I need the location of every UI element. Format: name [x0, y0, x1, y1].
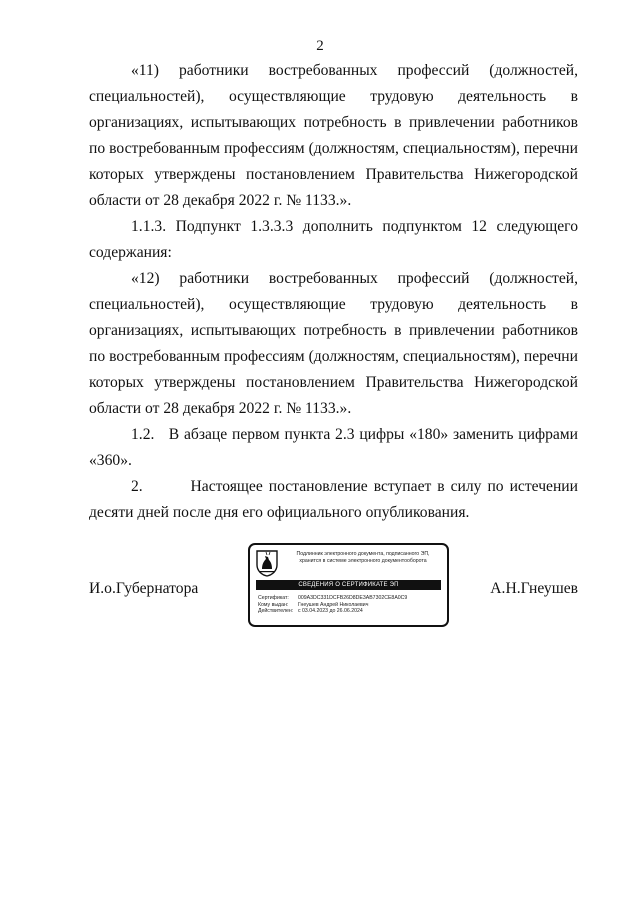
stamp-header: [280, 551, 446, 564]
stamp-header-line1: Подлинник электронного документа, подписанного ЭП,: [296, 551, 430, 557]
stamp-title-bar: СВЕДЕНИЯ О СЕРТИФИКАТЕ ЭП: [256, 580, 441, 590]
paragraph-subclause-1-1-3: 1.1.3. Подпункт 1.3.3.3 дополнить подпунктом 12 следующего содержания:: [89, 218, 578, 261]
signer-name: А.Н.Гнеушев: [490, 580, 578, 597]
stamp-valid-row: [258, 608, 444, 615]
signer-title: И.о.Губернатора: [89, 580, 199, 597]
stamp-certificate-row: [258, 595, 444, 602]
paragraph-clause-1-2: 1.2. В абзаце первом пункта 2.3 цифры «180» заменить цифрами «360».: [89, 426, 578, 469]
stamp-valid-value: с 03.04.2023 до 26.06.2024: [298, 608, 363, 615]
stamp-details: [258, 595, 444, 615]
stamp-certificate-value: 009A3DC331DCFB26D8DE3AB7302CE8A0C9: [298, 595, 408, 601]
paragraph-item-12: «12) работники востребованных профессий (должностей, специальностей), осуществляющие трудовую деятельность в организациях, испытывающих потребность в привлечении работников по востребованным профессиям (должностям, специальностям), перечни которых утверждены постановлением Правительства Нижегородской области от 28 декабря 2022 г. № 1133.».: [89, 270, 578, 417]
stamp-issued-to-value: Гнеушев Андрей Николаевич: [298, 601, 369, 608]
stamp-valid-label: Действителен:: [258, 608, 294, 615]
stamp-issued-to-label: Кому выдан:: [258, 601, 289, 608]
paragraph-clause-2: 2. Настоящее постановление вступает в силу по истечении десяти дней после дня его официального опубликования.: [89, 478, 578, 521]
signature-block: [0, 543, 640, 615]
stamp-header-line2: хранится в системе электронного документооборота: [299, 557, 427, 564]
document-body: [89, 58, 578, 526]
paragraph-item-11: «11) работники востребованных профессий (должностей, специальностей), осуществляющие трудовую деятельность в организациях, испытывающих потребность в привлечении работников по востребованным профессиям (должностям, специальностям), перечни которых утверждены постановлением Правительства Нижегородской области от 28 декабря 2022 г. № 1133.».: [89, 62, 578, 209]
electronic-signature-stamp: [248, 543, 449, 627]
coat-of-arms-icon: [256, 550, 278, 577]
stamp-certificate-label: Сертификат:: [258, 595, 289, 601]
page-number: 2: [316, 38, 324, 54]
